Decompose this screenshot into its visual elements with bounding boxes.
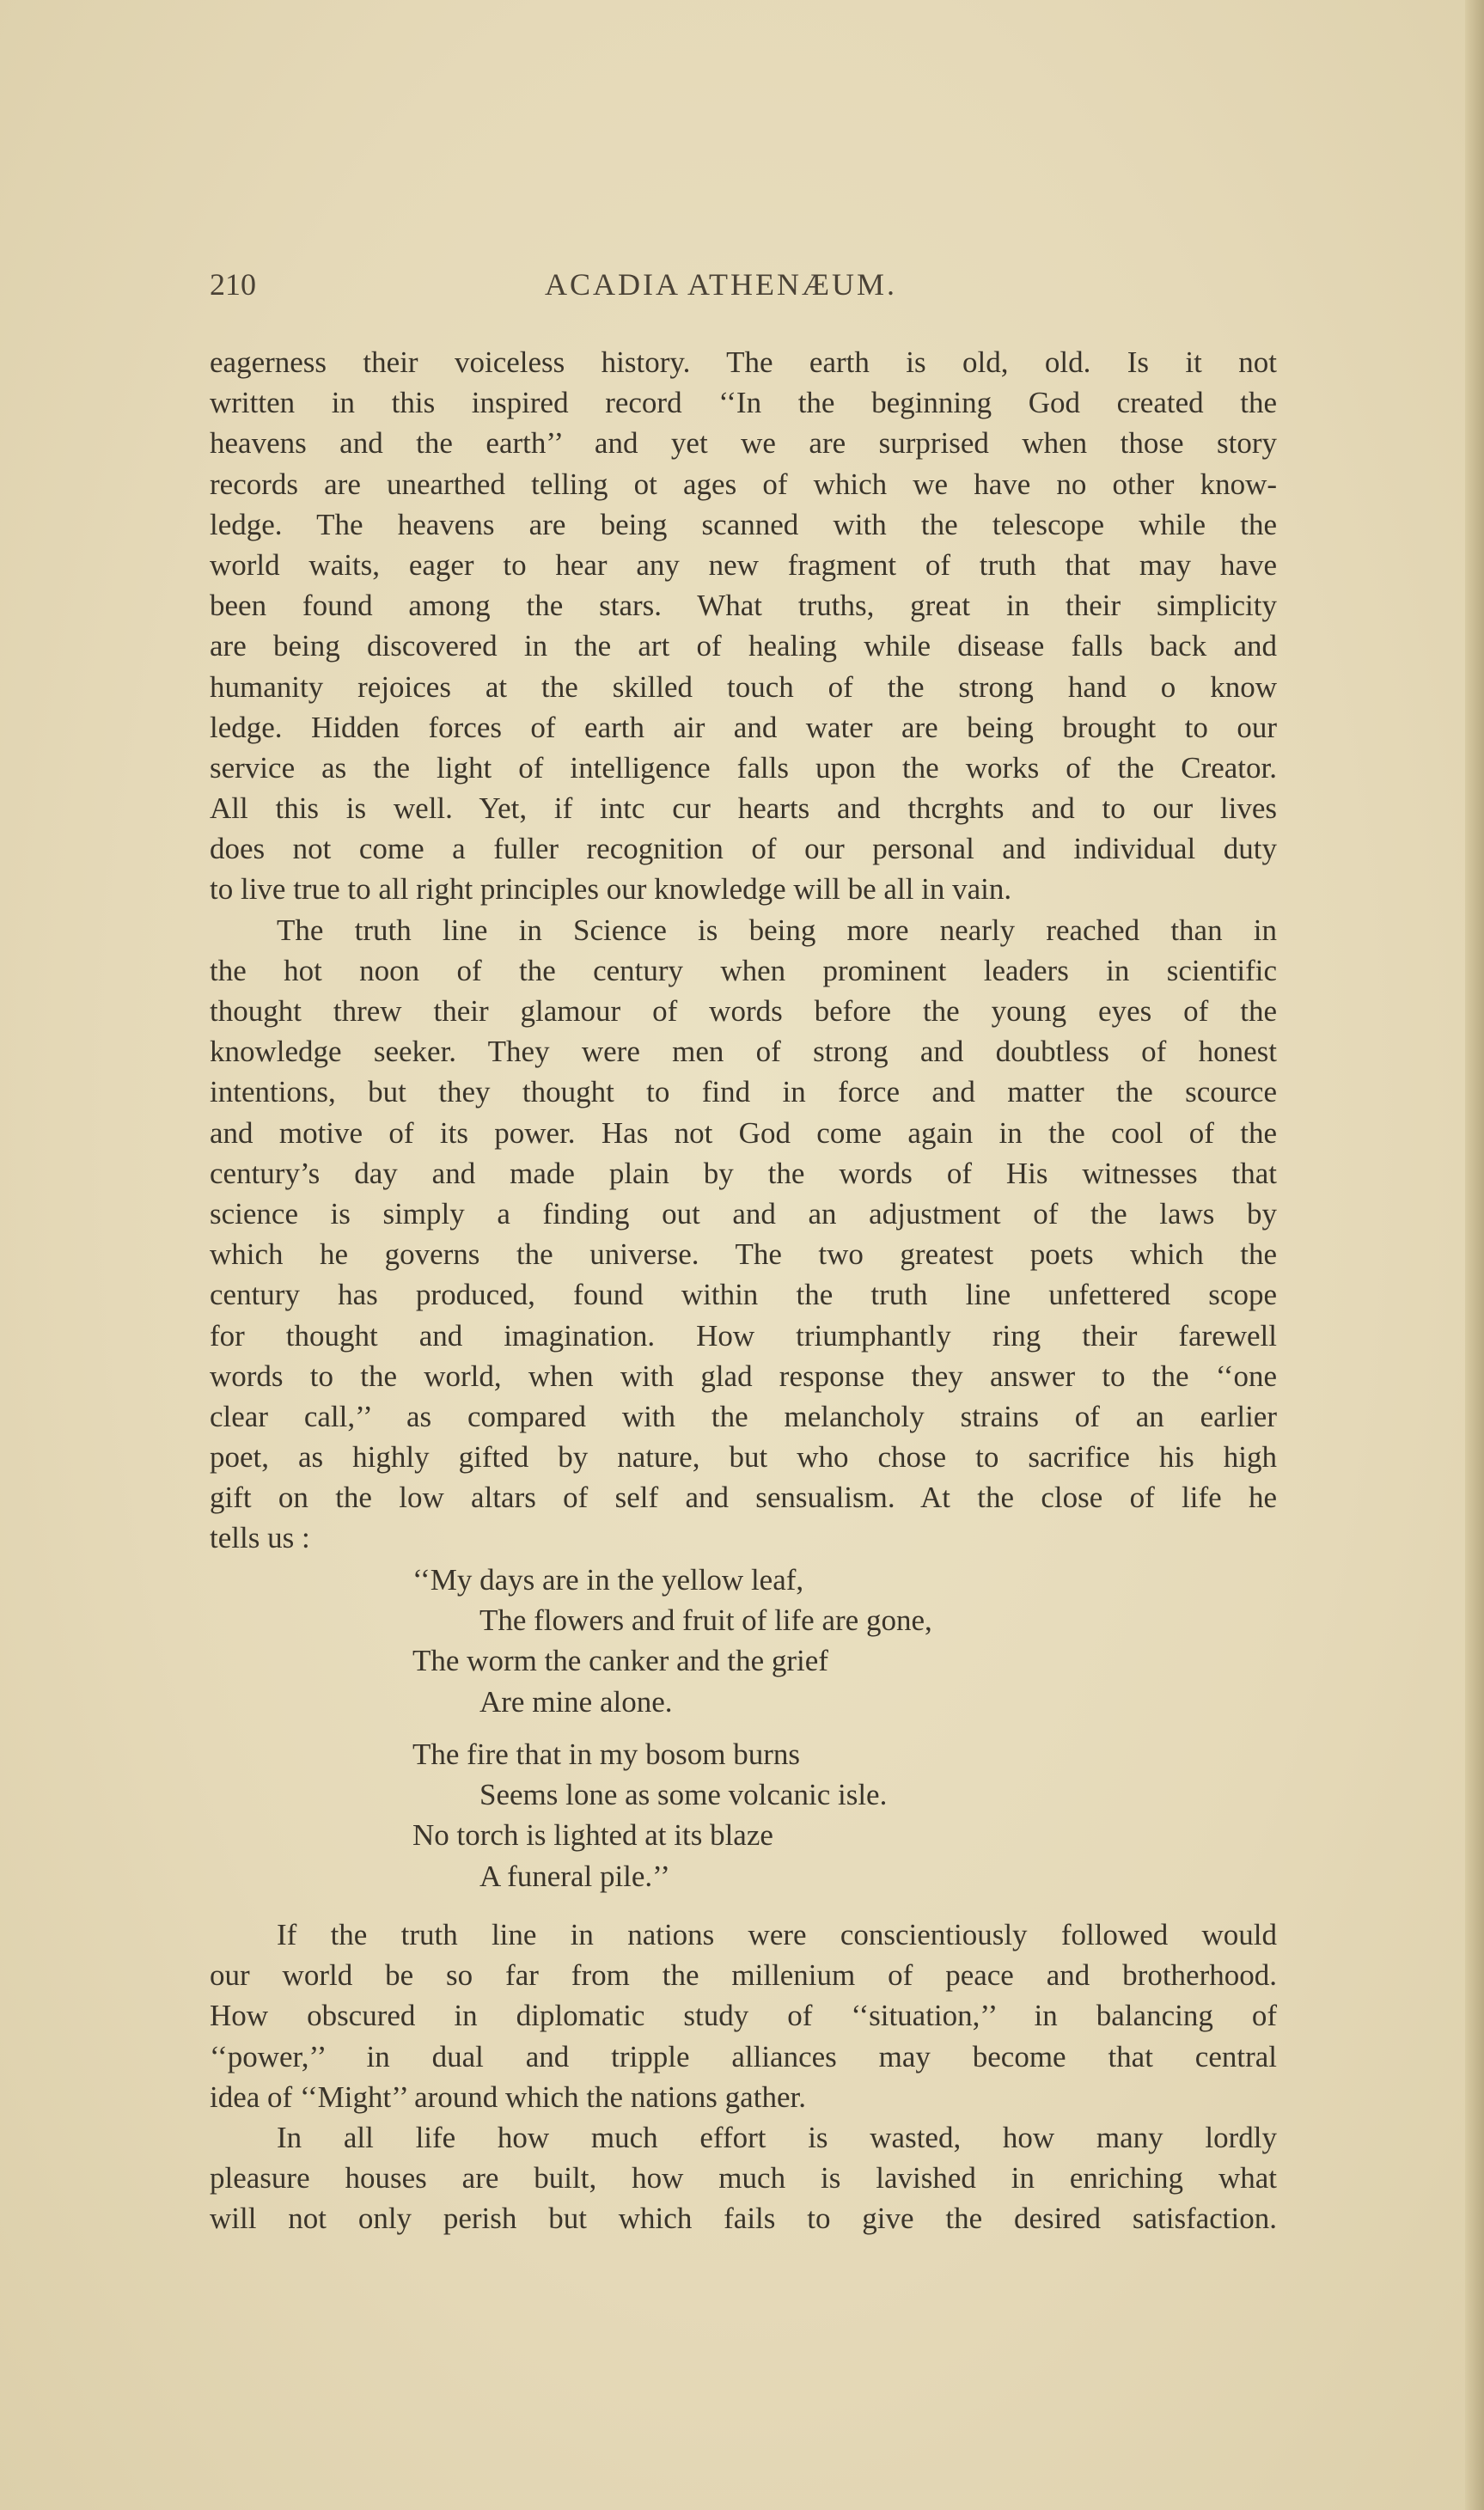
text-line: clear call,’’ as compared with the melancholy strains of an earlier bbox=[210, 1399, 1277, 1433]
text-line: century’s day and made plain by the words of His witnesses that bbox=[210, 1156, 1277, 1190]
poem-line: Seems lone as some volcanic isle. bbox=[479, 1778, 888, 1812]
text-line: intentions, but they thought to find in force and matter the scource bbox=[210, 1075, 1277, 1109]
text-line: If the truth line in nations were conscientiously followed would bbox=[277, 1918, 1277, 1951]
text-line: tells us : bbox=[210, 1521, 310, 1555]
text-line: heavens and the earth’’ and yet we are surprised when those story bbox=[210, 426, 1277, 461]
text-line: words to the world, when with glad response they answer to the ‘‘one bbox=[210, 1359, 1277, 1393]
text-line: our world be so far from the millenium of peace and brotherhood. bbox=[210, 1958, 1277, 1993]
text-line: for thought and imagination. How triumphantly ring their farewell bbox=[210, 1318, 1277, 1353]
text-line: In all life how much effort is wasted, how many lordly bbox=[277, 2120, 1277, 2154]
text-line: does not come a fuller recognition of our personal and individual duty bbox=[210, 832, 1277, 866]
running-title: ACADIA ATHENÆUM. bbox=[545, 267, 898, 302]
poem-line: The worm the canker and the grief bbox=[412, 1644, 828, 1678]
text-line: ledge. The heavens are being scanned with the telescope while the bbox=[210, 507, 1277, 541]
text-line: pleasure houses are built, how much is lavished in enriching what bbox=[210, 2161, 1277, 2195]
body-text-top bbox=[210, 342, 1277, 1559]
poem-line: A funeral pile.’’ bbox=[479, 1859, 670, 1893]
text-line: thought threw their glamour of words before the young eyes of the bbox=[210, 994, 1277, 1028]
text-line: ‘‘power,’’ in dual and tripple alliances may become that central bbox=[210, 2039, 1277, 2073]
paragraph bbox=[210, 2117, 1277, 2239]
text-line: How obscured in diplomatic study of ‘‘situation,’’ in balancing of bbox=[210, 1999, 1277, 2033]
text-line: are being discovered in the art of healing while disease falls back and bbox=[210, 629, 1277, 663]
text-line: poet, as highly gifted by nature, but who chose to sacrifice his high bbox=[210, 1440, 1277, 1475]
page-number: 210 bbox=[210, 267, 256, 302]
poem-stanza bbox=[412, 1560, 932, 1722]
poem-line: No torch is lighted at its blaze bbox=[412, 1818, 773, 1853]
text-line: records are unearthed telling ot ages of which we have no other know- bbox=[210, 467, 1277, 501]
text-line: century has produced, found within the truth line unfettered scope bbox=[210, 1278, 1277, 1312]
poem-line: The fire that in my bosom burns bbox=[412, 1737, 801, 1771]
text-line: ledge. Hidden forces of earth air and water are being brought to our bbox=[210, 710, 1277, 744]
text-line: will not only perish but which fails to give the desired satisfaction. bbox=[210, 2202, 1277, 2236]
text-line: knowledge seeker. They were men of strong and doubtless of honest bbox=[210, 1035, 1277, 1069]
text-line: world waits, eager to hear any new fragment of truth that may have bbox=[210, 547, 1277, 582]
page-edge-shadow bbox=[1465, 0, 1484, 2510]
text-line: which he governs the universe. The two greatest poets which the bbox=[210, 1237, 1277, 1272]
poem-line: ‘‘My days are in the yellow leaf, bbox=[412, 1563, 804, 1597]
text-line: gift on the low altars of self and sensualism. At the close of life he bbox=[210, 1481, 1277, 1515]
paragraph bbox=[210, 1915, 1277, 2117]
text-line: All this is well. Yet, if intc cur hearts and thcrghts and to our lives bbox=[210, 791, 1277, 826]
text-line: eagerness their voiceless history. The earth is old, old. Is it not bbox=[210, 345, 1277, 379]
text-line: idea of ‘‘Might’’ around which the nations gather. bbox=[210, 2079, 806, 2114]
paragraph bbox=[210, 342, 1277, 910]
text-line: to live true to all right principles our knowledge will be all in vain. bbox=[210, 872, 1012, 907]
paragraph bbox=[210, 910, 1277, 1559]
text-line: science is simply a finding out and an adjustment of the laws by bbox=[210, 1196, 1277, 1231]
poem-stanza bbox=[412, 1734, 887, 1896]
text-line: written in this inspired record ‘‘In the beginning God created the bbox=[210, 386, 1277, 420]
text-line: been found among the stars. What truths, great in their simplicity bbox=[210, 589, 1277, 623]
text-line: the hot noon of the century when prominent leaders in scientific bbox=[210, 953, 1277, 987]
body-text-bottom bbox=[210, 1915, 1277, 2239]
poem-line: Are mine alone. bbox=[479, 1684, 673, 1719]
text-line: and motive of its power. Has not God come again in the cool of the bbox=[210, 1115, 1277, 1150]
page-header bbox=[210, 266, 1275, 309]
text-line: The truth line in Science is being more nearly reached than in bbox=[277, 913, 1277, 947]
text-line: service as the light of intelligence falls upon the works of the Creator. bbox=[210, 750, 1277, 785]
poem-line: The flowers and fruit of life are gone, bbox=[479, 1603, 932, 1638]
text-line: humanity rejoices at the skilled touch of the strong hand o know bbox=[210, 669, 1277, 704]
